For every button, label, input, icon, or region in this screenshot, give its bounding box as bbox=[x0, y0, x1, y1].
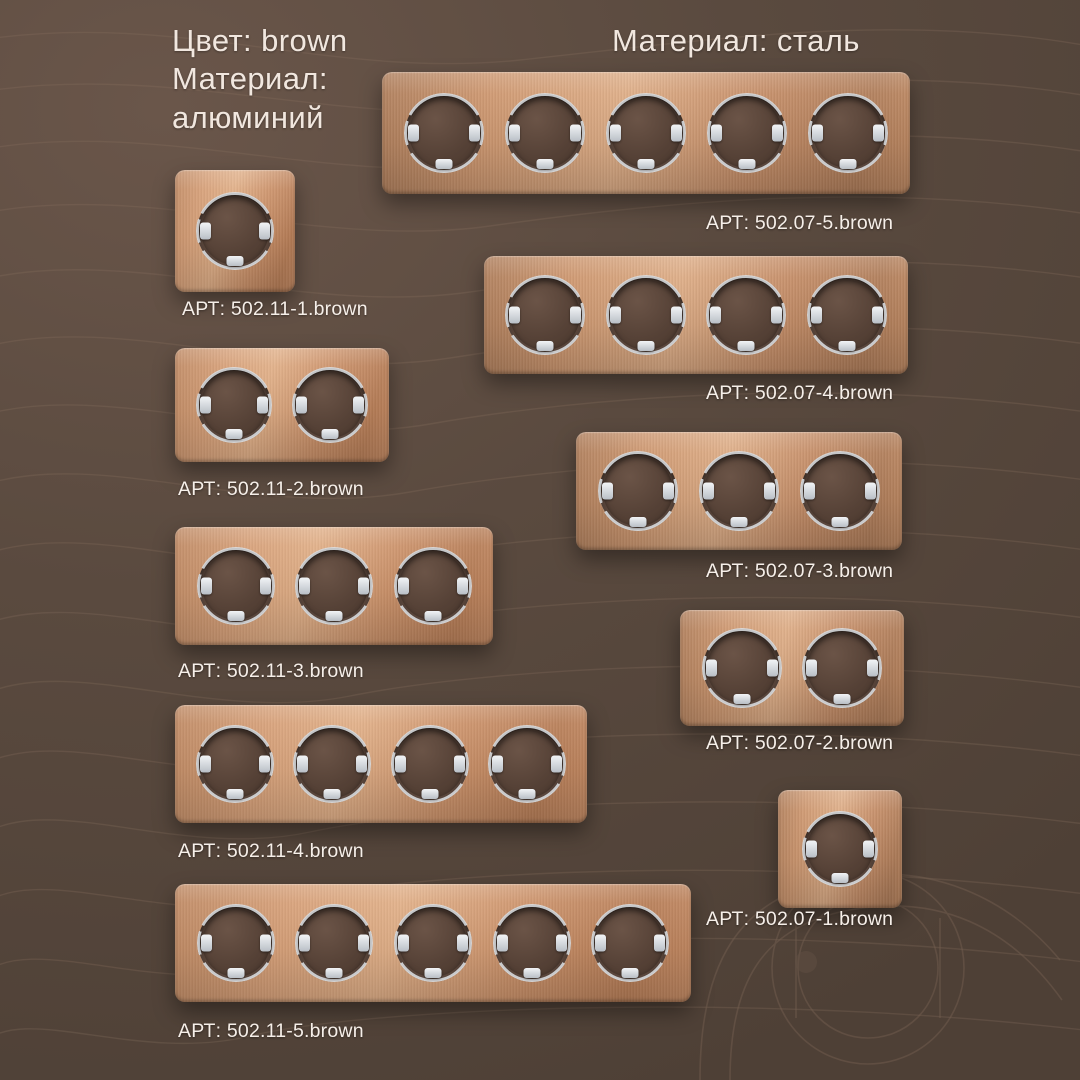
frame-steel-3post[interactable] bbox=[576, 432, 902, 550]
socket-aperture bbox=[198, 548, 274, 624]
article-label-steel-4: АРТ: 502.07-4.brown bbox=[706, 382, 894, 404]
socket-aperture bbox=[607, 276, 685, 354]
socket-aperture bbox=[700, 452, 778, 530]
socket-aperture bbox=[395, 548, 471, 624]
socket-aperture bbox=[703, 629, 781, 707]
frame-aluminium-4post[interactable] bbox=[175, 705, 587, 823]
frame-aluminium-1post[interactable] bbox=[175, 170, 295, 292]
socket-aperture bbox=[607, 94, 685, 172]
socket-aperture bbox=[506, 276, 584, 354]
socket-aperture bbox=[803, 629, 881, 707]
socket-aperture bbox=[708, 94, 786, 172]
socket-aperture bbox=[801, 452, 879, 530]
frame-aluminium-3post[interactable] bbox=[175, 527, 493, 645]
socket-aperture bbox=[599, 452, 677, 530]
article-label-aluminium-5: АРТ: 502.11-5.brown bbox=[178, 1020, 364, 1042]
socket-aperture bbox=[592, 905, 668, 981]
article-label-aluminium-4: АРТ: 502.11-4.brown bbox=[178, 840, 364, 862]
socket-aperture bbox=[506, 94, 584, 172]
socket-aperture bbox=[803, 812, 877, 886]
heading-steel: Материал: сталь bbox=[612, 23, 860, 58]
socket-aperture bbox=[809, 94, 887, 172]
socket-aperture bbox=[395, 905, 471, 981]
frame-steel-4post[interactable] bbox=[484, 256, 908, 374]
socket-aperture bbox=[808, 276, 886, 354]
socket-aperture bbox=[293, 368, 367, 442]
socket-aperture bbox=[489, 726, 565, 802]
heading-material-line: Материал: bbox=[172, 61, 328, 97]
socket-aperture bbox=[296, 548, 372, 624]
socket-aperture bbox=[707, 276, 785, 354]
article-label-aluminium-1: АРТ: 502.11-1.brown bbox=[182, 298, 368, 320]
socket-aperture bbox=[198, 905, 274, 981]
socket-aperture bbox=[197, 193, 273, 269]
frame-steel-1post[interactable] bbox=[778, 790, 902, 908]
article-label-aluminium-2: АРТ: 502.11-2.brown bbox=[178, 478, 364, 500]
article-label-steel-2: АРТ: 502.07-2.brown bbox=[706, 732, 894, 754]
frame-aluminium-5post[interactable] bbox=[175, 884, 691, 1002]
socket-aperture bbox=[494, 905, 570, 981]
heading-color-line: Цвет: brown bbox=[172, 23, 348, 58]
heading-aluminium bbox=[172, 22, 348, 137]
article-label-steel-3: АРТ: 502.07-3.brown bbox=[706, 560, 894, 582]
socket-aperture bbox=[197, 726, 273, 802]
frame-steel-2post[interactable] bbox=[680, 610, 904, 726]
socket-aperture bbox=[392, 726, 468, 802]
socket-aperture bbox=[294, 726, 370, 802]
article-label-aluminium-3: АРТ: 502.11-3.brown bbox=[178, 660, 364, 682]
socket-aperture bbox=[405, 94, 483, 172]
heading-material-value: алюминий bbox=[172, 99, 324, 135]
article-label-steel-1: АРТ: 502.07-1.brown bbox=[706, 908, 894, 930]
article-label-steel-5: АРТ: 502.07-5.brown bbox=[706, 212, 894, 234]
socket-aperture bbox=[296, 905, 372, 981]
frame-aluminium-2post[interactable] bbox=[175, 348, 389, 462]
socket-aperture bbox=[197, 368, 271, 442]
frame-steel-5post[interactable] bbox=[382, 72, 910, 194]
